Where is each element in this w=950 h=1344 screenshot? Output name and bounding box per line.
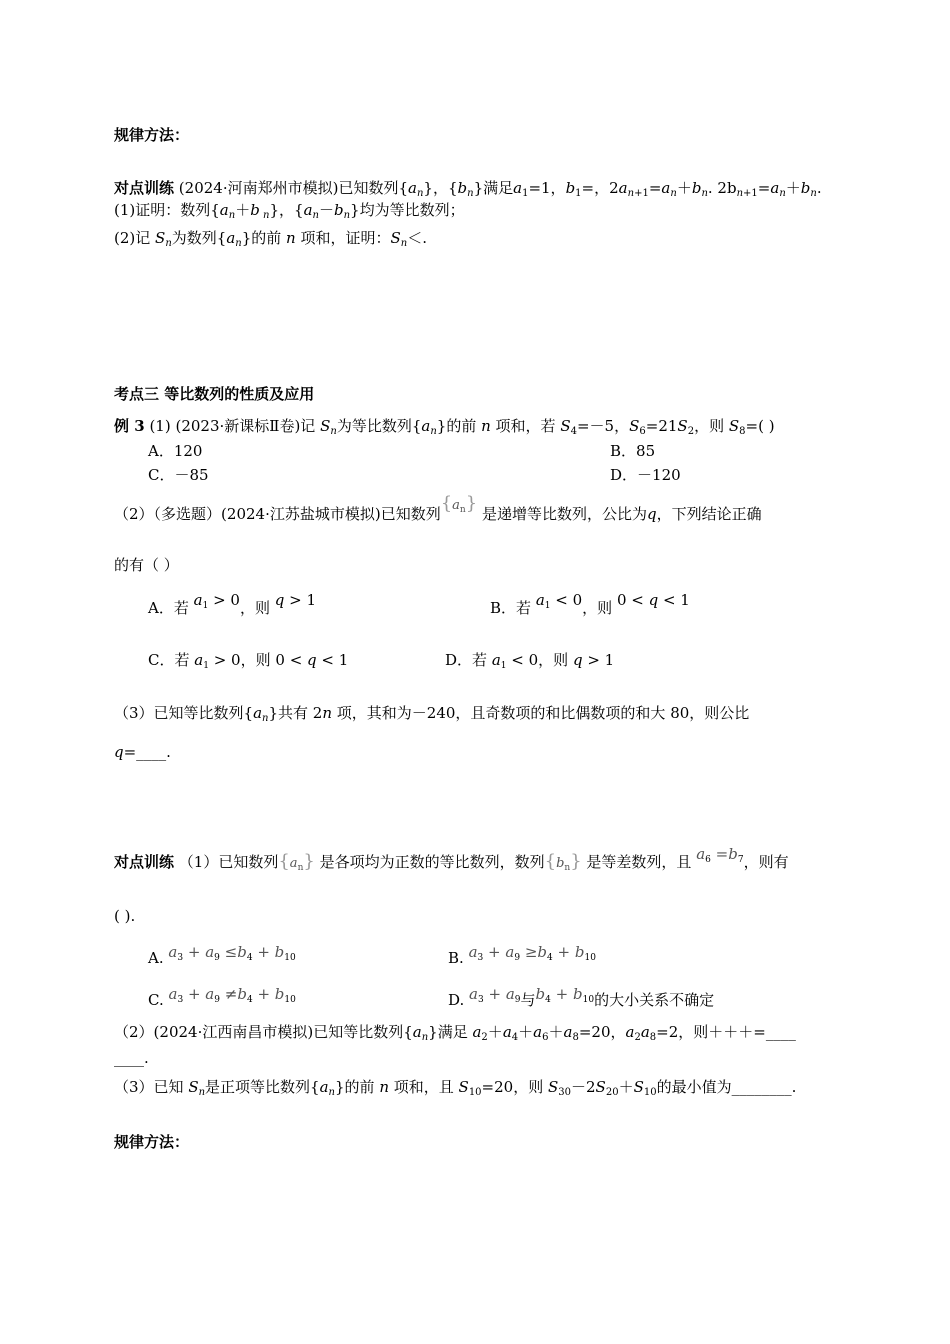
- example3-part1: 例 3 (1) (2023·新课标Ⅱ卷)记 $S_n$为等比数列$\{a_n\}$的前 n 项和，若 $S_4=-5$，$S_6=21S_2$，则 $S_8=$( ): [114, 417, 775, 437]
- method-heading-1: 规律方法：: [114, 126, 190, 144]
- example3-part3: （3）已知等比数列$\{a_n\}$共有 2n 项，其和为－240，且奇数项的和比偶数项的和大 80，则公比: [114, 704, 750, 724]
- method-heading-2: 规律方法：: [114, 1133, 190, 1151]
- ex1-option-c: C．－85: [148, 466, 209, 484]
- practice2-option-a: A. $a_3 + a_9 \le b_4 + b_{10}$: [148, 943, 296, 967]
- practice2-part1-line2: ( ).: [114, 907, 136, 925]
- ex1-option-d: D．－120: [610, 466, 681, 484]
- ex2-option-d: D．若 $a_1 < 0$，则 q > 1: [445, 651, 615, 671]
- practice2-option-b: B. $a_3 + a_9 \ge b_4 + b_{10}$: [448, 943, 596, 967]
- ex2-option-a: A．若 $a_1 > 0$，则 q > 1: [148, 591, 317, 617]
- practice2-part3: （3）已知 $S_n$是正项等比数列$\{a_n\}$的前 n 项和，且 $S_{10}=20$，则 $S_{30}-2S_{20}+S_{10}$的最小值为________.: [114, 1078, 797, 1098]
- example3-part2: （2）（多选题）(2024·江苏盐城市模拟)已知数列$\{a_n\}$ 是递增等比数列，公比为q，下列结论正确: [114, 493, 762, 523]
- ex2-option-c: C．若 $a_1 > 0$，则 0 < q < 1: [148, 651, 349, 671]
- section3-title: 考点三 等比数列的性质及应用: [114, 385, 315, 403]
- practice2-part1: 对点训练 （1）已知数列$\{a_n\}$ 是各项均为正数的等比数列，数列$\{b_n\}$ 是等差数列，且 $a_6 =b_7$，则有: [114, 845, 789, 873]
- ex2-option-b: B．若 $a_1 < 0$，则 0 < q < 1: [490, 591, 690, 617]
- practice2-part2-line2: ____.: [114, 1049, 149, 1067]
- practice1-part2: (2)记 $S_n$为数列$\{a_n\}$的前 n 项和，证明：$S_n<$.: [114, 229, 427, 249]
- practice1-part1: (1)证明：数列{$a_n+b$ $_n$}，$\{a_n-b_n\}$均为等比数列；: [114, 201, 465, 221]
- ex1-option-a: A．120: [148, 442, 203, 460]
- example3-part3-line2: q=____.: [114, 743, 171, 761]
- example3-part2-line2: 的有（ ）: [114, 556, 179, 574]
- practice2-option-c: C. $a_3 + a_9 \ne b_4 + b_{10}$: [148, 985, 296, 1009]
- ex1-option-b: B．85: [610, 442, 656, 460]
- practice2-part2: （2）(2024·江西南昌市模拟)已知等比数列$\{a_n\}$满足 $a_2+a_4+a_6+a_8=20$，$a_2a_8=2$，则＋＋＋=____: [114, 1023, 796, 1043]
- practice2-option-d: D. $a_3 + a_9$与$b_4 + b_{10}$的大小关系不确定: [448, 985, 715, 1009]
- practice1-stem: 对点训练 (2024·河南郑州市模拟)已知数列$\{a_n\}$，$\{b_n\}$满足$a_1=1$，$b_1=$，$2a_{n+1}=a_n+b_n$. $2b_{n+1}=a_n+b_n$.: [114, 179, 822, 199]
